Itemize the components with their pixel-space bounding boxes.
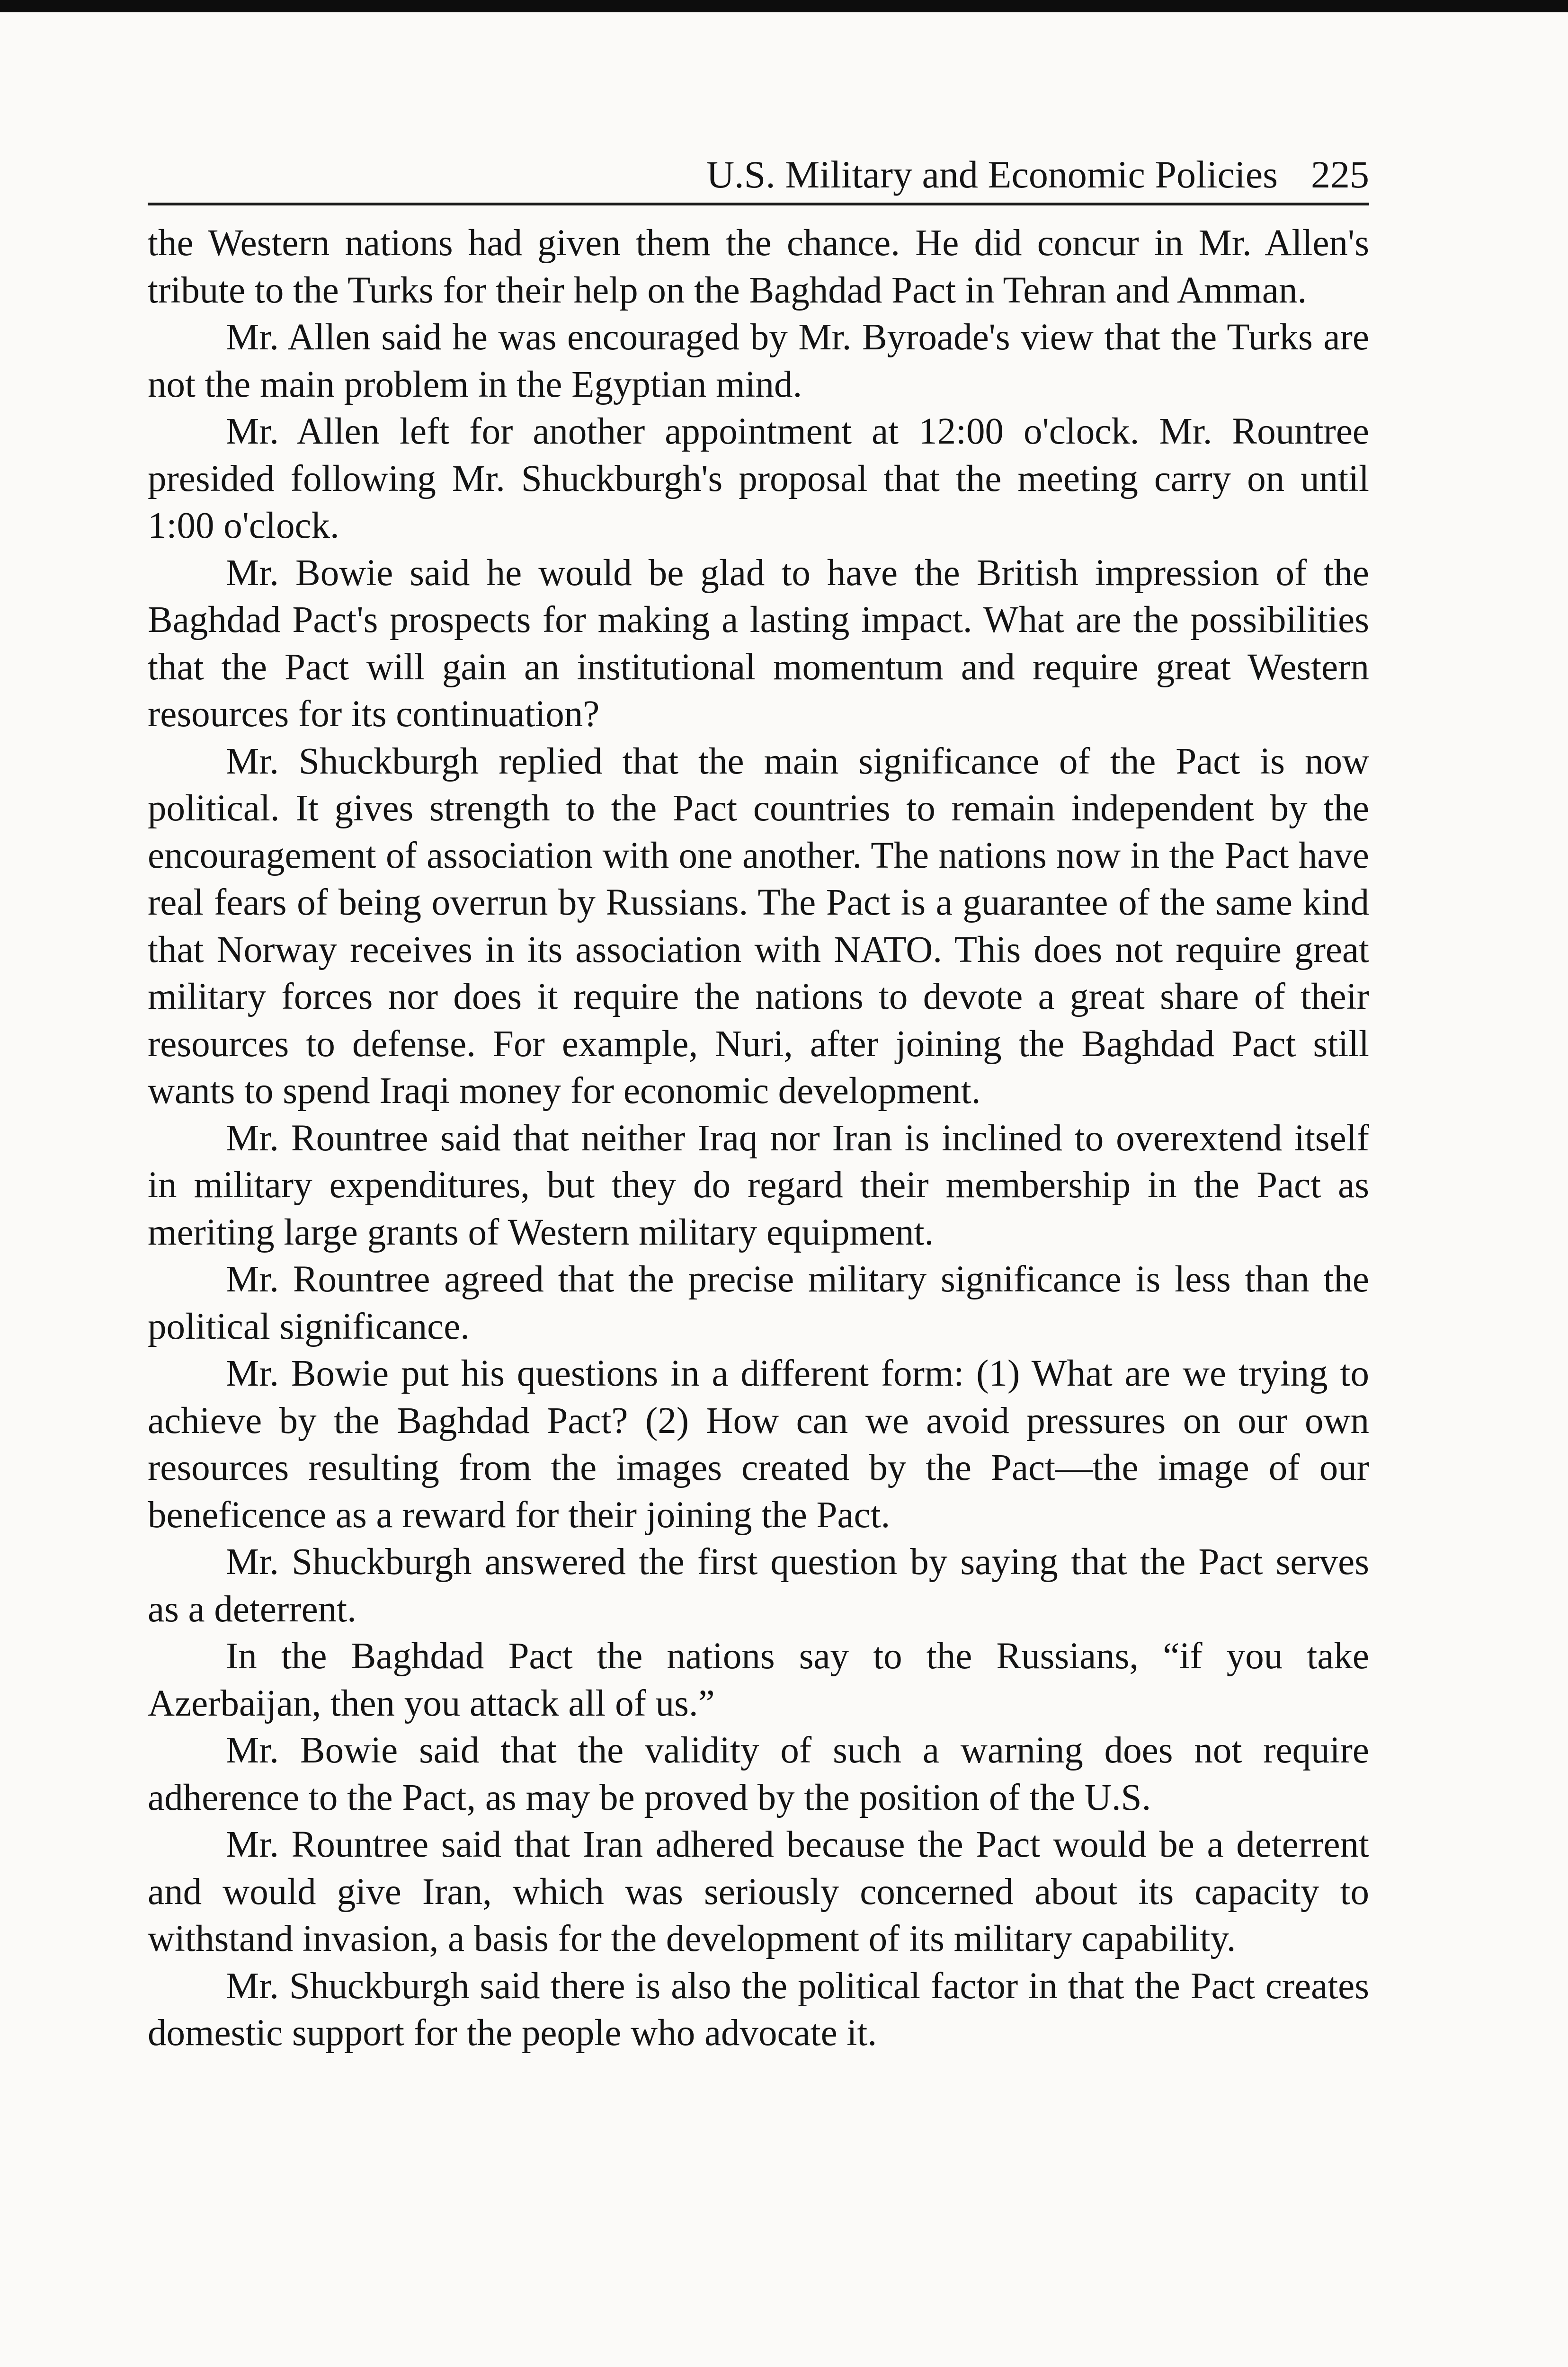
paragraph: Mr. Shuckburgh said there is also the political factor in that the Pact creates domestic support for the people who advocate it. [148, 1965, 1369, 2054]
book-page [148, 147, 1369, 2057]
running-head [148, 147, 1369, 205]
paragraph: Mr. Rountree said that Iran adhered because the Pact would be a deterrent and would give Iran, which was seriously concerned about its capacity to withstand invasion, a basis for the development of its military capability. [148, 1824, 1369, 1959]
paragraph: Mr. Shuckburgh answered the first question by saying that the Pact serves as a deterrent. [148, 1541, 1369, 1630]
paragraph-continued: the Western nations had given them the chance. He did concur in Mr. Allen's tribute to the Turks for their help on the Baghdad Pact in Tehran and Amman. [148, 222, 1369, 311]
paragraph: Mr. Shuckburgh replied that the main significance of the Pact is now political. It gives strength to the Pact countries to remain independent by the encouragement of association with one another. The nations now in the Pact have real fears of being overrun by Russians. The Pact is a guarantee of the same kind that Norway receives in its association with NATO. This does not require great military forces nor does it require the nations to devote a great share of their resources to defense. For example, Nuri, after joining the Baghdad Pact still wants to spend Iraqi money for economic development. [148, 740, 1369, 1112]
paragraph: Mr. Rountree agreed that the precise military significance is less than the political significance. [148, 1259, 1369, 1347]
paragraph: In the Baghdad Pact the nations say to the Russians, “if you take Azerbaijan, then you attack all of us.” [148, 1636, 1369, 1724]
paragraph: Mr. Bowie said he would be glad to have the British impression of the Baghdad Pact's prospects for making a lasting impact. What are the possibilities that the Pact will gain an institutional momentum and require great Western resources for its continuation? [148, 552, 1369, 735]
paragraph: Mr. Bowie said that the validity of such a warning does not require adherence to the Pact, as may be proved by the position of the U.S. [148, 1730, 1369, 1818]
body-text [148, 220, 1369, 2057]
paragraph: Mr. Allen said he was encouraged by Mr. Byroade's view that the Turks are not the main problem in the Egyptian mind. [148, 317, 1369, 405]
paragraph: Mr. Rountree said that neither Iraq nor Iran is inclined to overextend itself in military expenditures, but they do regard their membership in the Pact as meriting large grants of Western military equipment. [148, 1117, 1369, 1253]
paragraph: Mr. Allen left for another appointment at 12:00 o'clock. Mr. Rountree presided following Mr. Shuckburgh's proposal that the meeting carry on until 1:00 o'clock. [148, 411, 1369, 546]
running-title: U.S. Military and Economic Policies [706, 153, 1278, 196]
paragraph: Mr. Bowie put his questions in a different form: (1) What are we trying to achieve by the Baghdad Pact? (2) How can we avoid pressures on our own resources resulting from the images created by the Pact—the image of our beneficence as a reward for their joining the Pact. [148, 1353, 1369, 1536]
scan-top-edge [0, 0, 1568, 12]
page-number: 225 [1311, 153, 1369, 196]
